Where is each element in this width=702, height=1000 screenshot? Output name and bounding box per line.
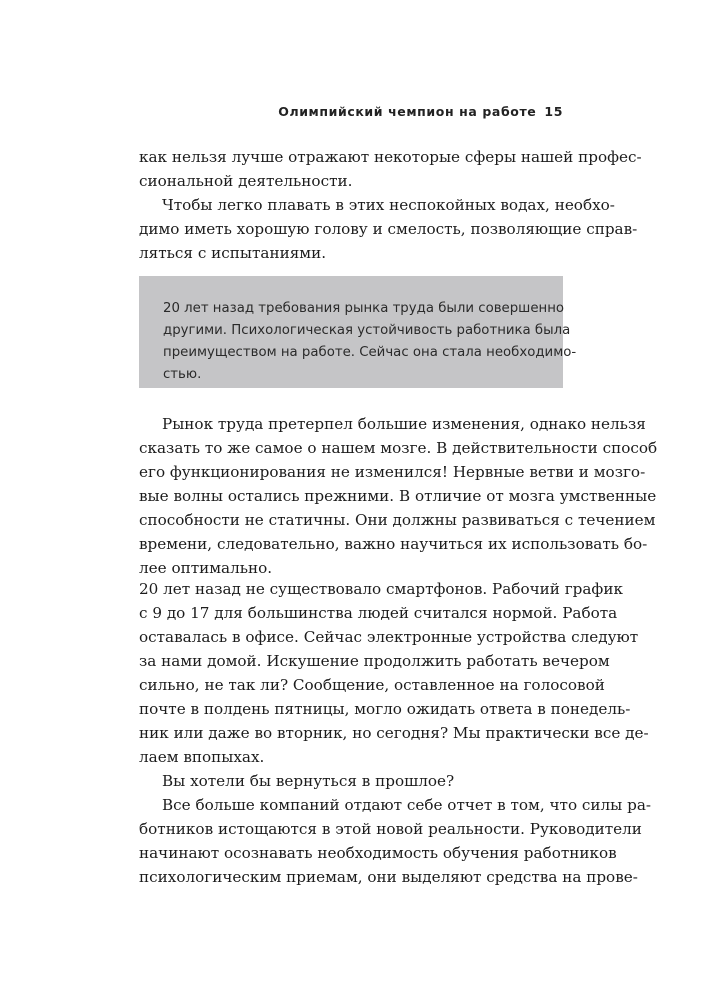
text-line: сильно, не так ли? Сообщение, оставленное на голосовой	[139, 676, 605, 694]
text-line: психологическим приемам, они выделяют средства на прове-	[139, 868, 638, 886]
paragraph-4	[139, 577, 649, 769]
text-line: способности не статичны. Они должны развиваться с течением	[139, 511, 656, 529]
text-line: с 9 до 17 для большинства людей считался нормой. Работа	[139, 604, 618, 622]
callout-line: преимуществом на работе. Сейчас она стала необходимо-	[163, 345, 577, 360]
text-line: Вы хотели бы вернуться в прошлое?	[162, 772, 455, 790]
callout-line: другими. Психологическая устойчивость работника была	[163, 323, 571, 338]
text-line: лаем впопыхах.	[139, 748, 265, 766]
text-line: вые волны остались прежними. В отличие от мозга умственные	[139, 487, 657, 505]
text-line: Все больше компаний отдают себе отчет в том, что силы ра-	[162, 796, 652, 814]
text-line: ник или даже во вторник, но сегодня? Мы практически все де-	[139, 724, 649, 742]
text-line: как нельзя лучше отражают некоторые сферы нашей профес-	[139, 148, 642, 166]
text-line: сказать то же самое о нашем мозге. В действительности способ	[139, 439, 658, 457]
text-line: лее оптимально.	[139, 559, 273, 577]
callout-line: стью.	[163, 367, 202, 382]
text-line: за нами домой. Искушение продолжить работать вечером	[139, 652, 610, 670]
highlight-callout	[139, 276, 577, 388]
running-head	[278, 104, 563, 119]
text-line: 20 лет назад не существовало смартфонов. Рабочий график	[139, 580, 623, 598]
text-line: димо иметь хорошую голову и смелость, позволяющие справ-	[139, 220, 638, 238]
page-number: 15	[544, 104, 563, 119]
running-head-title: Олимпийский чемпион на работе	[278, 104, 537, 119]
paragraph-1	[139, 145, 642, 193]
text-line: времени, следовательно, важно научиться их использовать бо-	[139, 535, 648, 553]
paragraph-5	[139, 769, 563, 793]
paragraph-2	[139, 193, 638, 265]
text-line: сиональной деятельности.	[139, 172, 353, 190]
text-line: ботников истощаются в этой новой реальности. Руководители	[139, 820, 642, 838]
text-line: ляться с испытаниями.	[139, 244, 327, 262]
paragraph-3	[139, 412, 658, 580]
callout-line: 20 лет назад требования рынка труда были совершенно	[163, 301, 565, 316]
text-line: оставалась в офисе. Сейчас электронные устройства следуют	[139, 628, 639, 646]
text-line: его функционирования не изменился! Нервные ветви и мозго-	[139, 463, 646, 481]
text-line: Чтобы легко плавать в этих неспокойных водах, необхо-	[162, 196, 615, 214]
paragraph-6	[139, 793, 652, 889]
text-line: начинают осознавать необходимость обучения работников	[139, 844, 617, 862]
text-line: почте в полдень пятницы, могло ожидать ответа в понедель-	[139, 700, 631, 718]
text-line: Рынок труда претерпел большие изменения, однако нельзя	[162, 415, 646, 433]
